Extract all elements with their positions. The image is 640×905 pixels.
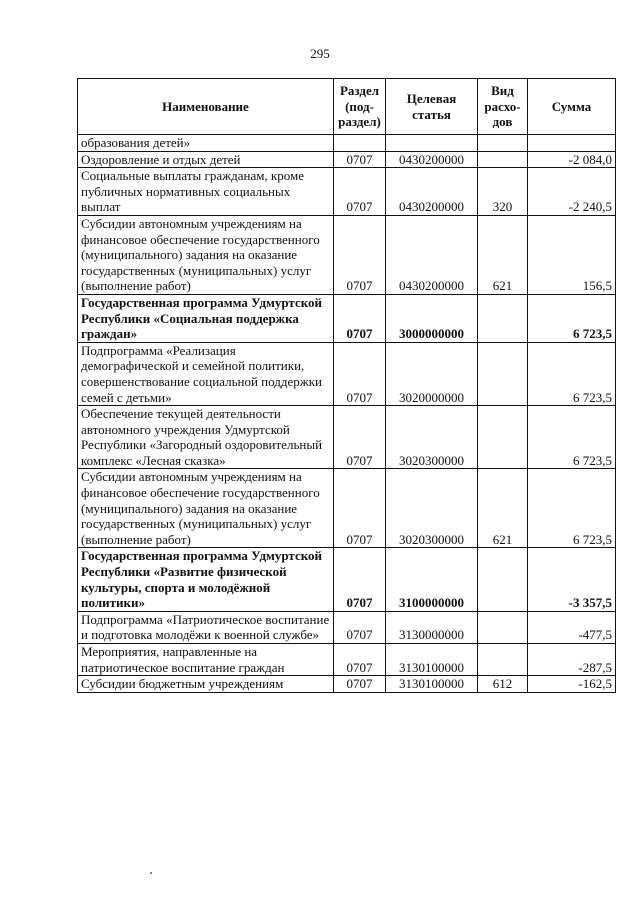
- cell-name: Обеспечение текущей деятельности автономного учреждения Удмуртской Республики «Загородный оздоровительный комплекс «Лесная сказка»: [78, 406, 334, 469]
- cell-name: Подпрограмма «Патриотическое воспитание и подготовка молодёжи к военной службе»: [78, 611, 334, 643]
- table-row: [78, 168, 616, 216]
- cell-target: [386, 135, 478, 152]
- cell-section: 0707: [334, 644, 386, 676]
- cell-name: Подпрограмма «Реализация демографической и семейной политики, совершенствование социальной поддержки семей с детьми»: [78, 342, 334, 405]
- scan-speck: [150, 872, 152, 874]
- cell-kind: [478, 611, 528, 643]
- cell-kind: 320: [478, 168, 528, 216]
- header-kind: Вид расхо-дов: [478, 79, 528, 135]
- cell-name: Субсидии бюджетным учреждениям: [78, 676, 334, 693]
- cell-sum: -2 084,0: [528, 151, 616, 168]
- cell-target: 0430200000: [386, 151, 478, 168]
- cell-section: 0707: [334, 215, 386, 294]
- table-row: [78, 135, 616, 152]
- cell-target: 0430200000: [386, 215, 478, 294]
- cell-name: Мероприятия, направленные на патриотическое воспитание граждан: [78, 644, 334, 676]
- cell-kind: [478, 548, 528, 611]
- cell-sum: -477,5: [528, 611, 616, 643]
- cell-target: 0430200000: [386, 168, 478, 216]
- cell-section: [334, 135, 386, 152]
- table-row: [78, 215, 616, 294]
- page-number: 295: [310, 46, 330, 61]
- cell-target: 3000000000: [386, 294, 478, 342]
- cell-sum: 6 723,5: [528, 406, 616, 469]
- cell-kind: [478, 644, 528, 676]
- cell-name: Социальные выплаты гражданам, кроме публичных нормативных социальных выплат: [78, 168, 334, 216]
- table-row: [78, 548, 616, 611]
- cell-kind: 612: [478, 676, 528, 693]
- cell-name: Субсидии автономным учреждениям на финансовое обеспечение государственного (муниципального) задания на оказание государственных (муниципальных) услуг (выполнение работ): [78, 469, 334, 548]
- budget-table: [77, 78, 616, 693]
- cell-kind: 621: [478, 469, 528, 548]
- table-row: [78, 676, 616, 693]
- cell-kind: [478, 135, 528, 152]
- cell-name: Государственная программа Удмуртской Республики «Социальная поддержка граждан»: [78, 294, 334, 342]
- cell-target: 3130100000: [386, 676, 478, 693]
- header-target: Целевая статья: [386, 79, 478, 135]
- cell-kind: 621: [478, 215, 528, 294]
- cell-section: 0707: [334, 676, 386, 693]
- cell-section: 0707: [334, 342, 386, 405]
- cell-sum: 156,5: [528, 215, 616, 294]
- cell-section: 0707: [334, 611, 386, 643]
- cell-section: 0707: [334, 168, 386, 216]
- cell-sum: [528, 135, 616, 152]
- cell-sum: 6 723,5: [528, 469, 616, 548]
- header-name: Наименование: [78, 79, 334, 135]
- cell-section: 0707: [334, 548, 386, 611]
- header-sum: Сумма: [528, 79, 616, 135]
- cell-kind: [478, 406, 528, 469]
- table-row: [78, 406, 616, 469]
- cell-target: 3020300000: [386, 406, 478, 469]
- cell-target: 3130000000: [386, 611, 478, 643]
- header-section: Раздел (под-раздел): [334, 79, 386, 135]
- cell-section: 0707: [334, 469, 386, 548]
- table-header-row: [78, 79, 616, 135]
- table-row: [78, 469, 616, 548]
- table-row: [78, 151, 616, 168]
- cell-section: 0707: [334, 294, 386, 342]
- cell-sum: -287,5: [528, 644, 616, 676]
- table-body: [78, 135, 616, 693]
- cell-target: 3100000000: [386, 548, 478, 611]
- cell-sum: -162,5: [528, 676, 616, 693]
- cell-kind: [478, 294, 528, 342]
- cell-name: Оздоровление и отдых детей: [78, 151, 334, 168]
- cell-name: Государственная программа Удмуртской Республики «Развитие физической культуры, спорта и молодёжной политики»: [78, 548, 334, 611]
- cell-kind: [478, 342, 528, 405]
- cell-target: 3020000000: [386, 342, 478, 405]
- table-row: [78, 644, 616, 676]
- cell-sum: -3 357,5: [528, 548, 616, 611]
- table-row: [78, 342, 616, 405]
- cell-name: образования детей»: [78, 135, 334, 152]
- cell-section: 0707: [334, 151, 386, 168]
- cell-target: 3130100000: [386, 644, 478, 676]
- table-row: [78, 611, 616, 643]
- cell-target: 3020300000: [386, 469, 478, 548]
- cell-sum: 6 723,5: [528, 294, 616, 342]
- cell-kind: [478, 151, 528, 168]
- cell-name: Субсидии автономным учреждениям на финансовое обеспечение государственного (муниципального) задания на оказание государственных (муниципальных) услуг (выполнение работ): [78, 215, 334, 294]
- cell-sum: 6 723,5: [528, 342, 616, 405]
- cell-sum: -2 240,5: [528, 168, 616, 216]
- cell-section: 0707: [334, 406, 386, 469]
- table-row: [78, 294, 616, 342]
